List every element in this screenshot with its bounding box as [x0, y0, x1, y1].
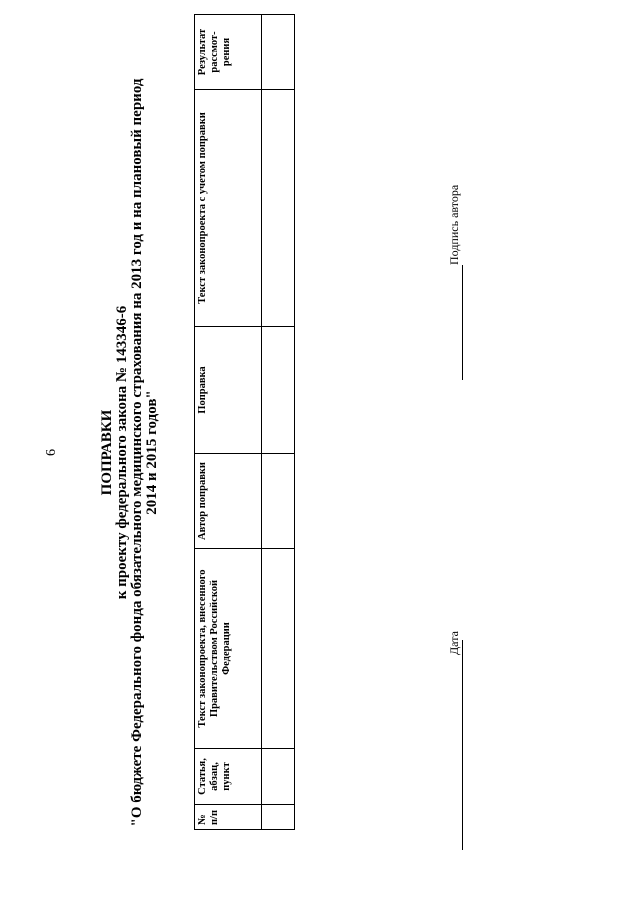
column-header-amended-text: Текст законопроекта с учетом поправки	[195, 90, 262, 327]
table-cell[interactable]	[262, 15, 295, 90]
column-header-government-text: Текст законопроекта, внесенного Правительством Российской Федерации	[195, 549, 262, 749]
bill-name-line-1: "О бюджете Федерального фонда обязательного медицинского страхования на 2013 год и на плановый период	[129, 78, 145, 827]
table-header-row	[195, 15, 262, 830]
date-line	[462, 640, 463, 850]
column-header-result: Результат рассмот-рения	[195, 15, 262, 90]
amendments-table	[194, 14, 295, 830]
table-cell[interactable]	[262, 749, 295, 805]
table-cell[interactable]	[262, 454, 295, 549]
author-signature-line	[462, 265, 463, 380]
column-header-article: Статья, абзац, пункт	[195, 749, 262, 805]
table-row	[262, 15, 295, 830]
table-cell[interactable]	[262, 90, 295, 327]
document-title: ПОПРАВКИ	[99, 409, 115, 496]
bill-name-line-2: 2014 и 2015 годов"	[144, 390, 160, 515]
column-header-number: № п/п	[195, 805, 262, 830]
table-cell[interactable]	[262, 805, 295, 830]
column-header-amendment: Поправка	[195, 327, 262, 454]
table-cell[interactable]	[262, 549, 295, 749]
document-subtitle: к проекту федерального закона № 143346-6	[114, 305, 130, 600]
column-header-author: Автор поправки	[195, 454, 262, 549]
page-number: 6	[44, 449, 59, 456]
author-signature-label: Подпись автора	[447, 184, 461, 265]
document-header	[100, 0, 160, 905]
date-label: Дата	[447, 631, 461, 655]
table-cell[interactable]	[262, 327, 295, 454]
